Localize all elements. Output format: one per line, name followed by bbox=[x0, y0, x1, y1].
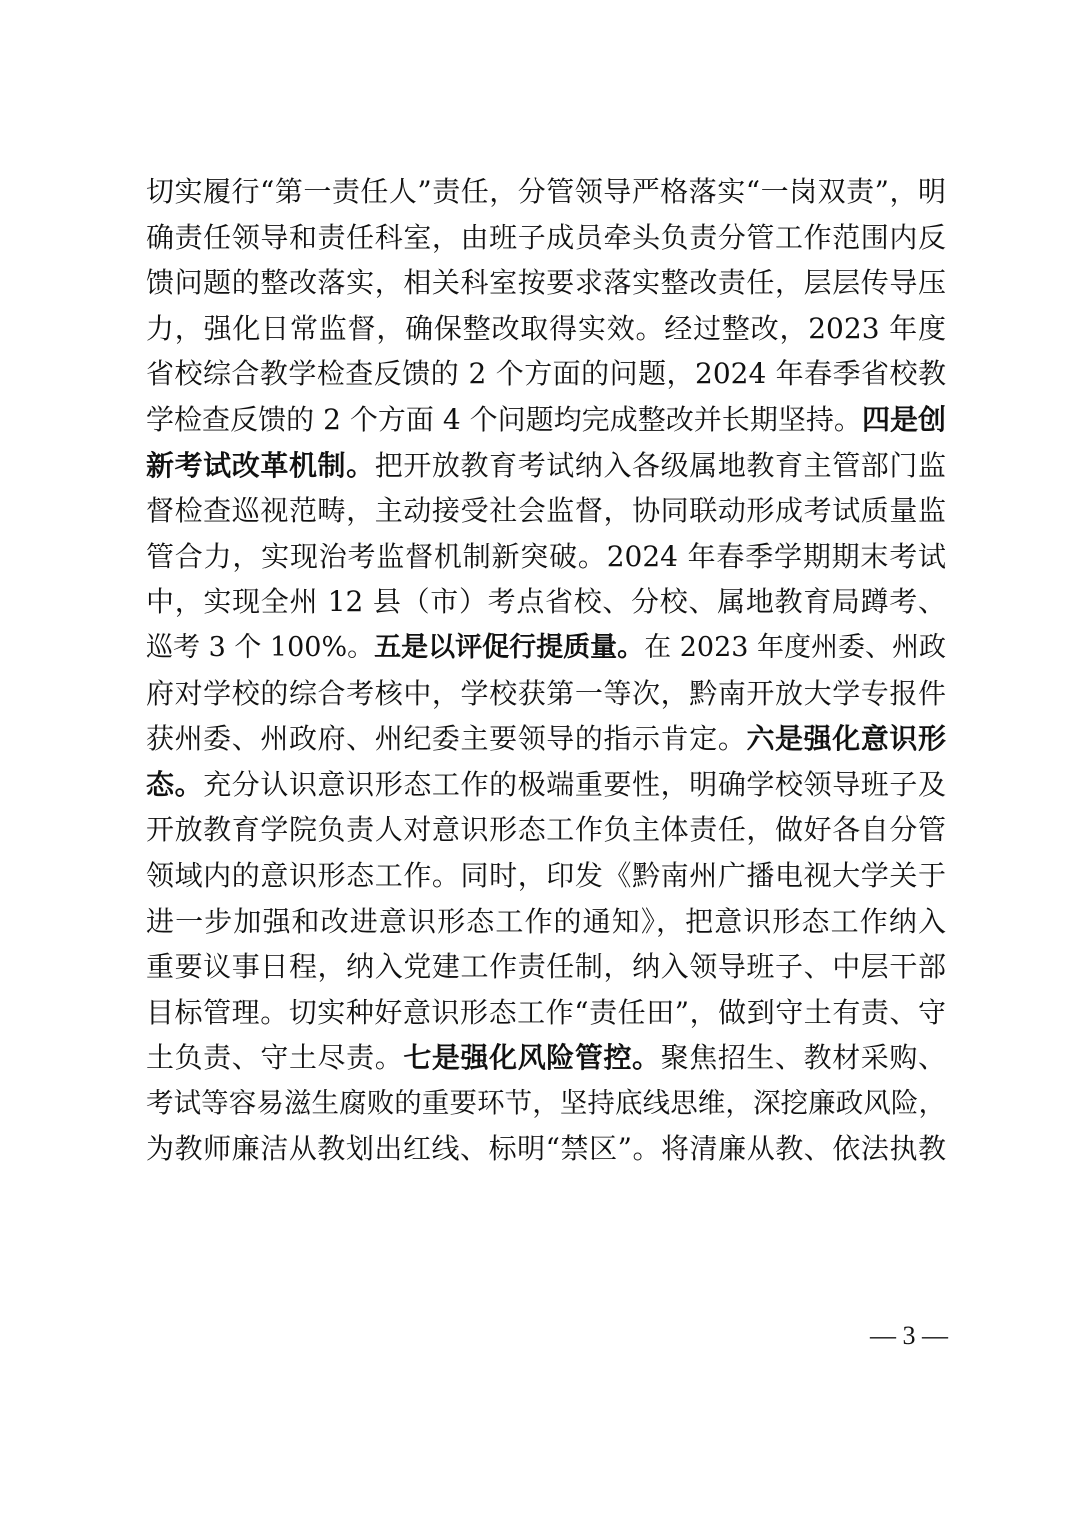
text-line bbox=[146, 306, 946, 352]
text-line bbox=[146, 488, 946, 534]
body-text: 府对学校的综合考核中，学校获第一等次，黔南开放大学专报件 bbox=[146, 676, 946, 710]
body-text: 巡考 3 个 100%。 bbox=[146, 631, 375, 663]
text-line bbox=[146, 625, 946, 671]
body-text: 把开放教育考试纳入各级属地教育主管部门监 bbox=[374, 448, 946, 482]
body-text: 切实履行“第一责任人”责任，分管领导严格落实“一岗双责”，明 bbox=[146, 175, 946, 208]
bold-heading-text: 七是强化风险管控。 bbox=[403, 1041, 661, 1075]
document-body bbox=[146, 169, 946, 1172]
text-line bbox=[146, 716, 946, 762]
body-text: 充分认识意识形态工作的极端重要性，明确学校领导班子及 bbox=[203, 767, 946, 801]
body-text: 开放教育学院负责人对意识形态工作负主体责任，做好各自分管 bbox=[146, 813, 946, 847]
text-line bbox=[146, 853, 946, 899]
text-line bbox=[146, 215, 946, 261]
body-text: 在 2023 年度州委、州政 bbox=[644, 631, 947, 663]
bold-heading-text: 五是以评促行提质量。 bbox=[374, 631, 645, 663]
text-line bbox=[146, 397, 946, 443]
body-text: 确责任领导和责任科室，由班子成员牵头负责分管工作范围内反 bbox=[146, 220, 946, 254]
text-line bbox=[146, 1081, 946, 1127]
text-line bbox=[146, 443, 946, 489]
bold-heading-text: 六是强化意识形 bbox=[746, 722, 946, 756]
body-text: 目标管理。切实种好意识形态工作“责任田”，做到守土有责、守 bbox=[146, 995, 946, 1029]
text-line bbox=[146, 169, 946, 215]
text-line bbox=[146, 260, 946, 306]
text-line bbox=[146, 807, 946, 853]
body-text: 土负责、守土尽责。 bbox=[146, 1041, 404, 1075]
body-text: 为教师廉洁从教划出红线、标明“禁区”。将清廉从教、依法执教 bbox=[146, 1132, 946, 1166]
body-text: 重要议事日程，纳入党建工作责任制，纳入领导班子、中层干部 bbox=[146, 950, 946, 984]
text-line bbox=[146, 762, 946, 808]
body-text: 学检查反馈的 2 个方面 4 个问题均完成整改并长期坚持。 bbox=[146, 402, 862, 436]
text-line bbox=[146, 1126, 946, 1172]
body-text: 馈问题的整改落实，相关科室按要求落实整改责任，层层传导压 bbox=[146, 266, 946, 300]
text-line bbox=[146, 671, 946, 717]
text-line bbox=[146, 351, 946, 397]
body-text: 获州委、州政府、州纪委主要领导的指示肯定。 bbox=[146, 722, 747, 756]
text-line bbox=[146, 534, 946, 580]
page-number: — 3 — bbox=[870, 1321, 948, 1350]
body-text: 督检查巡视范畴，主动接受社会监督，协同联动形成考试质量监 bbox=[146, 494, 946, 528]
body-text: 考试等容易滋生腐败的重要环节，坚持底线思维，深挖廉政风险， bbox=[146, 1086, 946, 1119]
body-text: 力，强化日常监督，确保整改取得实效。经过整改，2023 年度 bbox=[146, 311, 946, 345]
text-line bbox=[146, 990, 946, 1036]
text-line bbox=[146, 899, 946, 945]
body-text: 领域内的意识形态工作。同时，印发《黔南州广播电视大学关于 bbox=[146, 858, 946, 892]
body-text: 进一步加强和改进意识形态工作的通知》，把意识形态工作纳入 bbox=[146, 904, 946, 938]
text-line bbox=[146, 1035, 946, 1081]
body-text: 管合力，实现治考监督机制新突破。2024 年春季学期期末考试 bbox=[146, 539, 946, 573]
body-text: 中，实现全州 12 县（市）考点省校、分校、属地教育局蹲考、 bbox=[146, 585, 946, 619]
text-line bbox=[146, 944, 946, 990]
text-line bbox=[146, 579, 946, 625]
body-text: 省校综合教学检查反馈的 2 个方面的问题，2024 年春季省校教 bbox=[146, 357, 946, 391]
bold-heading-text: 新考试改革机制。 bbox=[146, 448, 375, 482]
bold-heading-text: 四是创 bbox=[861, 402, 946, 436]
body-text: 聚焦招生、教材采购、 bbox=[660, 1041, 946, 1075]
bold-heading-text: 态。 bbox=[146, 767, 204, 801]
